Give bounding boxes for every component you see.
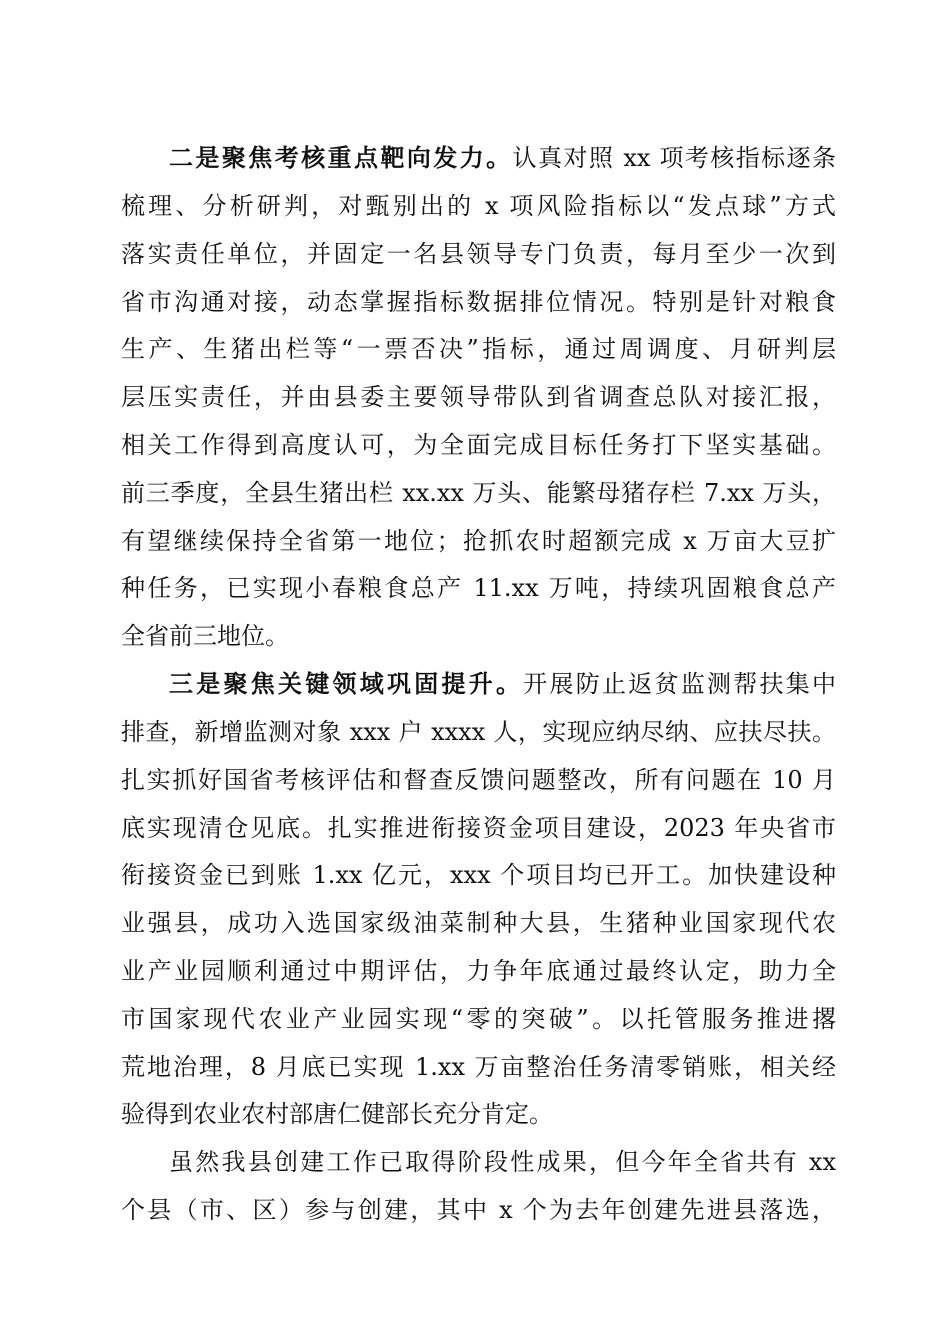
paragraph-1-line-2: 梳理、分析研判，对甄别出的 x 项风险指标以“发点球”方式 [121, 192, 836, 220]
paragraph-1-line-10: 种任务，已实现小春粮食总产 11.xx 万吨，持续巩固粮食总产 [121, 574, 836, 602]
paragraph-2-line-7: 业产业园顺利通过中期评估，力争年底通过最终认定，助力全 [121, 957, 836, 985]
paragraph-2-line-9: 荒地治理，8 月底已实现 1.xx 万亩整治任务清零销账，相关经 [121, 1053, 836, 1081]
paragraph-2-line-4: 底实现清仓见底。扎实推进衔接资金项目建设，2023 年央省市 [121, 814, 836, 842]
paragraph-2-heading: 三是聚焦关键领域巩固提升。 [169, 669, 524, 698]
paragraph-1-line-8: 前三季度，全县生猪出栏 xx.xx 万头、能繁母猪存栏 7.xx 万头， [121, 479, 836, 507]
paragraph-1-line-9: 有望继续保持全省第一地位；抢抓农时超额完成 x 万亩大豆扩 [121, 527, 836, 555]
paragraph-1-line-1: 二是聚焦考核重点靶向发力。认真对照 xx 项考核指标逐条 [169, 143, 837, 172]
paragraph-2-line-5: 衔接资金已到账 1.xx 亿元，xxx 个项目均已开工。加快建设种 [121, 861, 836, 889]
paragraph-3-line-2: 个县（市、区）参与创建，其中 x 个为去年创建先进县落选， [121, 1196, 836, 1224]
paragraph-2-line-3: 扎实抓好国省考核评估和督查反馈问题整改，所有问题在 10 月 [121, 766, 836, 794]
paragraph-2-line-6: 业强县，成功入选国家级油菜制种大县，生猪种业国家现代农 [121, 909, 836, 937]
paragraph-1-heading: 二是聚焦考核重点靶向发力。 [169, 143, 513, 172]
paragraph-2-line-10: 验得到农业农村部唐仁健部长充分肯定。 [121, 1100, 553, 1128]
paragraph-1-line-3: 落实责任单位，并固定一名县领导专门负责，每月至少一次到 [121, 240, 836, 268]
paragraph-1-line-11: 全省前三地位。 [121, 622, 289, 650]
paragraph-2-line-1: 三是聚焦关键领域巩固提升。开展防止返贫监测帮扶集中 [169, 669, 836, 698]
paragraph-2-line-2: 排查，新增监测对象 xxx 户 xxxx 人，实现应纳尽纳、应扶尽扶。 [121, 718, 836, 746]
paragraph-2-line-8: 市国家现代农业产业园实现“零的突破”。以托管服务推进撂 [121, 1005, 836, 1033]
paragraph-1-line-4: 省市沟通对接，动态掌握指标数据排位情况。特别是针对粮食 [121, 288, 836, 316]
paragraph-1-line-7: 相关工作得到高度认可，为全面完成目标任务打下坚实基础。 [121, 431, 836, 459]
paragraph-1-line-6: 层压实责任，并由县委主要领导带队到省调查总队对接汇报， [121, 383, 836, 411]
paragraph-3-line-1: 虽然我县创建工作已取得阶段性成果，但今年全省共有 xx [169, 1148, 836, 1176]
paragraph-1-line-5: 生产、生猪出栏等“一票否决”指标，通过周调度、月研判层 [121, 335, 836, 363]
